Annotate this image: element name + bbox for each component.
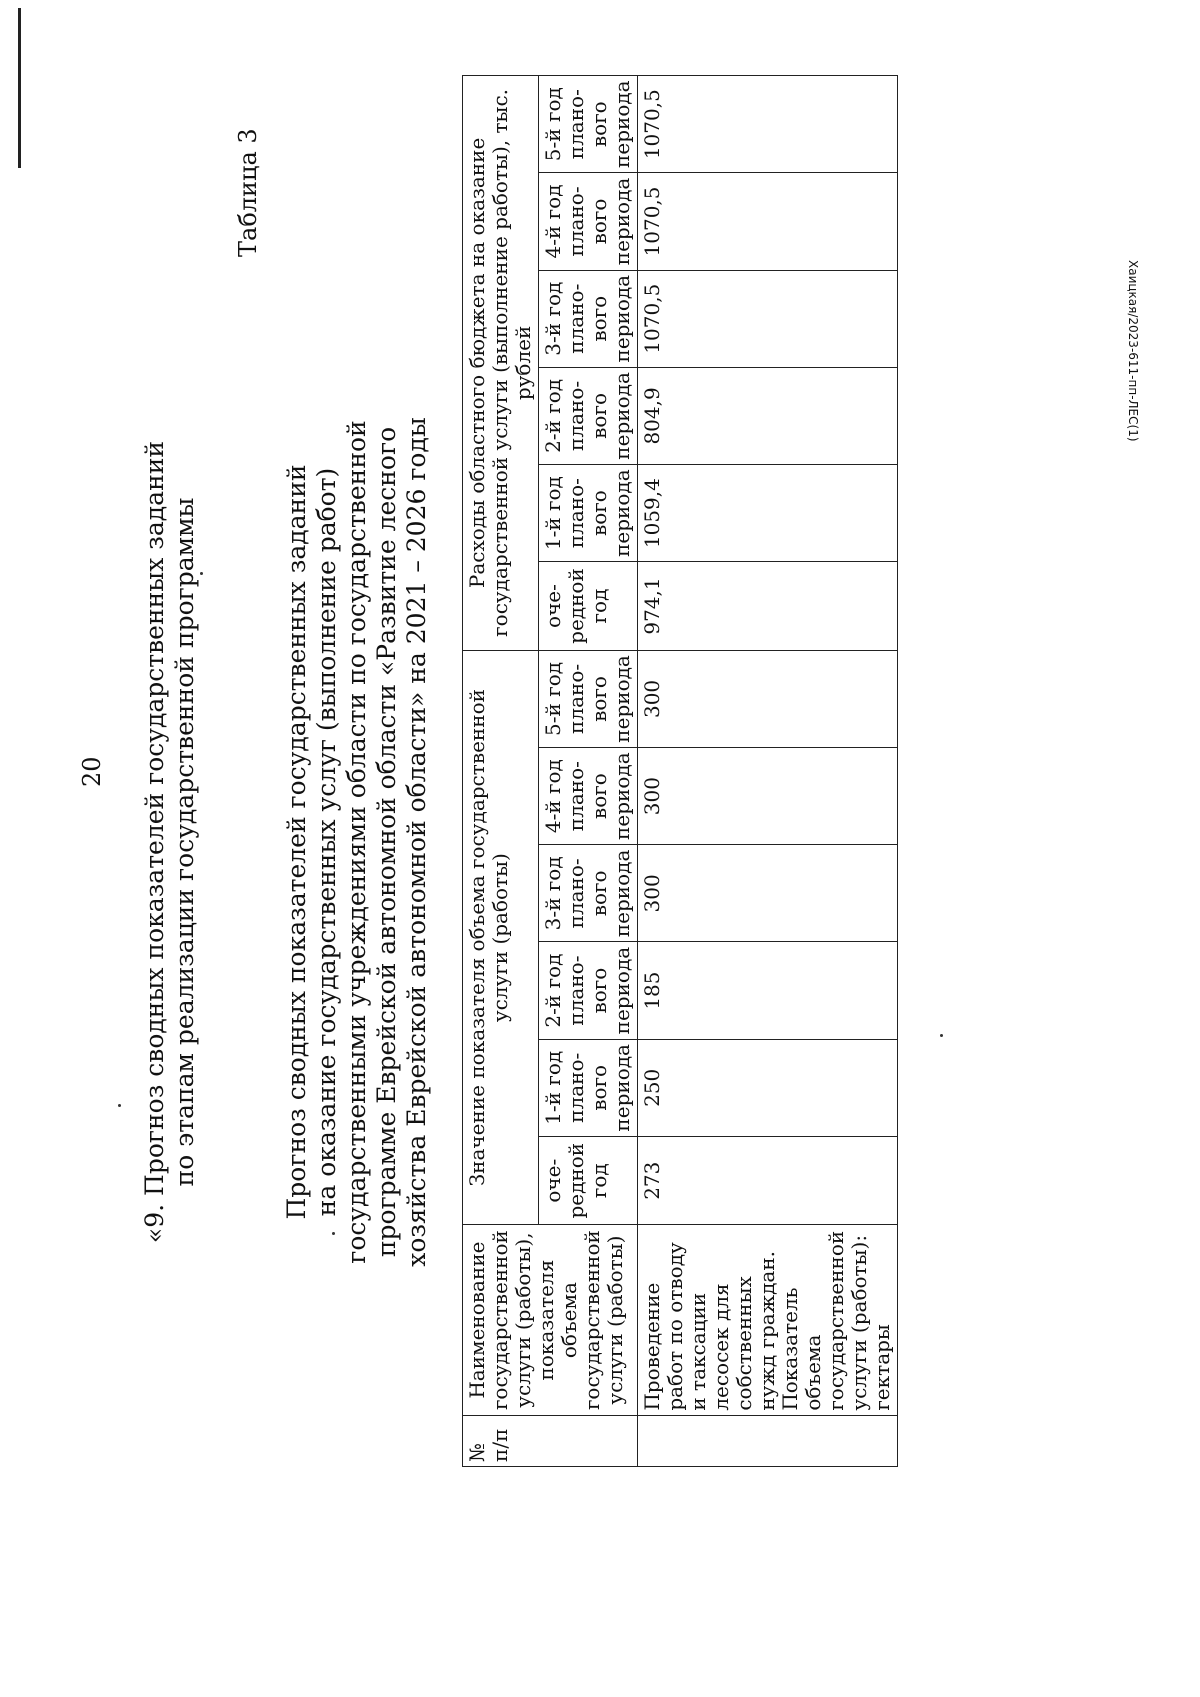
- budget-value: 804,9: [638, 367, 898, 464]
- volume-year-header: 1-й год плано-вого периода: [539, 1039, 638, 1136]
- volume-value: 300: [638, 650, 898, 747]
- heading-line: «9. Прогноз сводных показателей государственных заданий: [140, 440, 169, 1244]
- budget-year-header: 3-й год плано-вого периода: [539, 270, 638, 367]
- budget-year-header: 4-й год плано-вого периода: [539, 173, 638, 270]
- page-number: 20: [78, 756, 106, 787]
- table-title-line: программе Еврейской автономной области «Развитие лесного: [372, 426, 401, 1258]
- volume-year-header: 2-й год плано-вого периода: [539, 942, 638, 1039]
- budget-year-header: 2-й год плано-вого периода: [539, 367, 638, 464]
- volume-group-header: Значение показателя объема государственной услуги (работы): [463, 650, 539, 1225]
- table-title-line: на оказание государственных услуг (выполнение работ): [312, 467, 341, 1217]
- budget-year-header: оче-редной год: [539, 562, 638, 651]
- service-name: Проведение работ по отводу и таксации лесосек для собственных нужд граждан. Показатель объема государственной услуги (работы): гектары: [638, 1225, 898, 1415]
- budget-value: 974,1: [638, 562, 898, 651]
- volume-value: 300: [638, 845, 898, 942]
- indicators-table: [462, 75, 898, 1467]
- heading-line: по этапам реализации государственной программы: [170, 497, 199, 1187]
- volume-value: 300: [638, 748, 898, 845]
- volume-year-header: 3-й год плано-вого периода: [539, 845, 638, 942]
- volume-value: 185: [638, 942, 898, 1039]
- volume-value: 273: [638, 1136, 898, 1225]
- scan-speck: [200, 572, 203, 575]
- scan-speck: [332, 1232, 335, 1235]
- section-heading: [140, 367, 200, 1317]
- volume-year-header: оче-редной год: [539, 1136, 638, 1225]
- budget-value: 1070,5: [638, 76, 898, 173]
- table-title: [282, 367, 432, 1317]
- budget-year-header: 1-й год плано-вого периода: [539, 465, 638, 562]
- budget-value: 1059,4: [638, 465, 898, 562]
- col-number-header: № п/п: [463, 1415, 638, 1466]
- document-code: Хаицкая/2023-611-пп-ЛЕС(1): [1126, 260, 1140, 442]
- budget-year-header: 5-й год плано-вого периода: [539, 76, 638, 173]
- budget-value: 1070,5: [638, 270, 898, 367]
- budget-group-header: Расходы областного бюджета на оказание государственной услуги (выполнение работы), тыс. рублей: [463, 76, 539, 651]
- col-name-header: Наименование государственной услуги (работы), показателя объема государственной услуги (работы): [463, 1225, 638, 1415]
- table-row: [638, 76, 898, 1467]
- scan-speck: [940, 1034, 943, 1037]
- scan-speck: [118, 1104, 121, 1107]
- table-title-line: Прогноз сводных показателей государственных заданий: [282, 464, 311, 1220]
- volume-year-header: 5-й год плано-вого периода: [539, 650, 638, 747]
- volume-year-header: 4-й год плано-вого периода: [539, 748, 638, 845]
- table-label: Таблица 3: [234, 128, 262, 257]
- table-title-line: хозяйства Еврейской автономной области» на 2021 – 2026 годы: [402, 417, 431, 1267]
- volume-value: 250: [638, 1039, 898, 1136]
- budget-value: 1070,5: [638, 173, 898, 270]
- row-number: [638, 1415, 898, 1466]
- header-row: [463, 76, 539, 1467]
- table-title-line: государственными учреждениями области по государственной: [342, 420, 371, 1264]
